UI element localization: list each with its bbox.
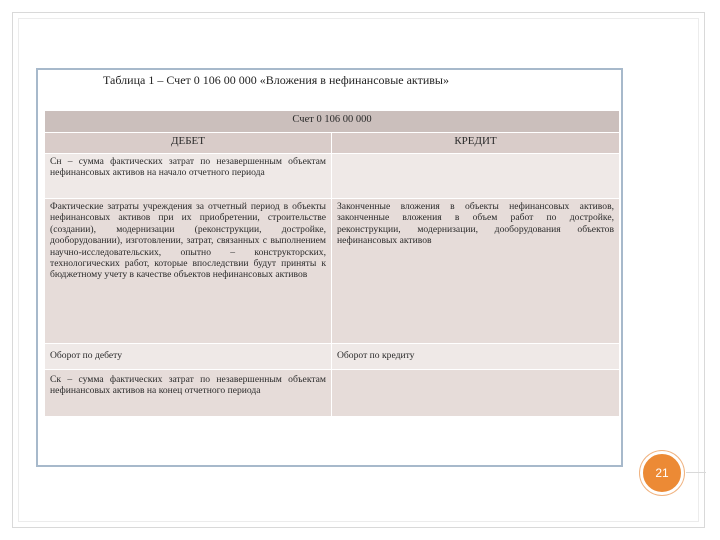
table-row: [45, 370, 620, 417]
credit-header: КРЕДИТ: [332, 133, 620, 154]
table-row: [45, 154, 620, 199]
credit-cell: [332, 370, 620, 417]
ledger-table: [44, 110, 620, 417]
page-number-badge: 21: [640, 451, 684, 495]
table-title: Счет 0 106 00 000: [45, 111, 620, 133]
debit-cell: Фактические затраты учреждения за отчетный период в объекты нефинансовых активов при их приобретении, строительстве (создании), модернизации (реконструкции, достройке, дооборудовании), изготовлении, затрат, связанных с выполнением научно-исследовательских, опытно – конструкторских, технологических работ, которые впоследствии будут приняты к бюджетному учету в качестве объектов нефинансовых активов: [45, 199, 332, 344]
decorative-line: [686, 472, 706, 473]
debit-cell: Сн – сумма фактических затрат по незавершенным объектам нефинансовых активов на начало отчетного периода: [45, 154, 332, 199]
table-row: [45, 199, 620, 344]
debit-header: ДЕБЕТ: [45, 133, 332, 154]
table-caption: Таблица 1 – Счет 0 106 00 000 «Вложения в нефинансовые активы»: [103, 73, 449, 87]
credit-cell: Оборот по кредиту: [332, 344, 620, 370]
debit-cell: Ск – сумма фактических затрат по незавершенным объектам нефинансовых активов на конец отчетного периода: [45, 370, 332, 417]
table-header-row: [45, 133, 620, 154]
debit-cell: Оборот по дебету: [45, 344, 332, 370]
table-row: [45, 344, 620, 370]
credit-cell: [332, 154, 620, 199]
credit-cell: Законченные вложения в объекты нефинансовых активов, законченные вложения в объем работ по достройке, реконструкции, модернизации, дооборудования объектов нефинансовых активов: [332, 199, 620, 344]
table-title-row: [45, 111, 620, 133]
